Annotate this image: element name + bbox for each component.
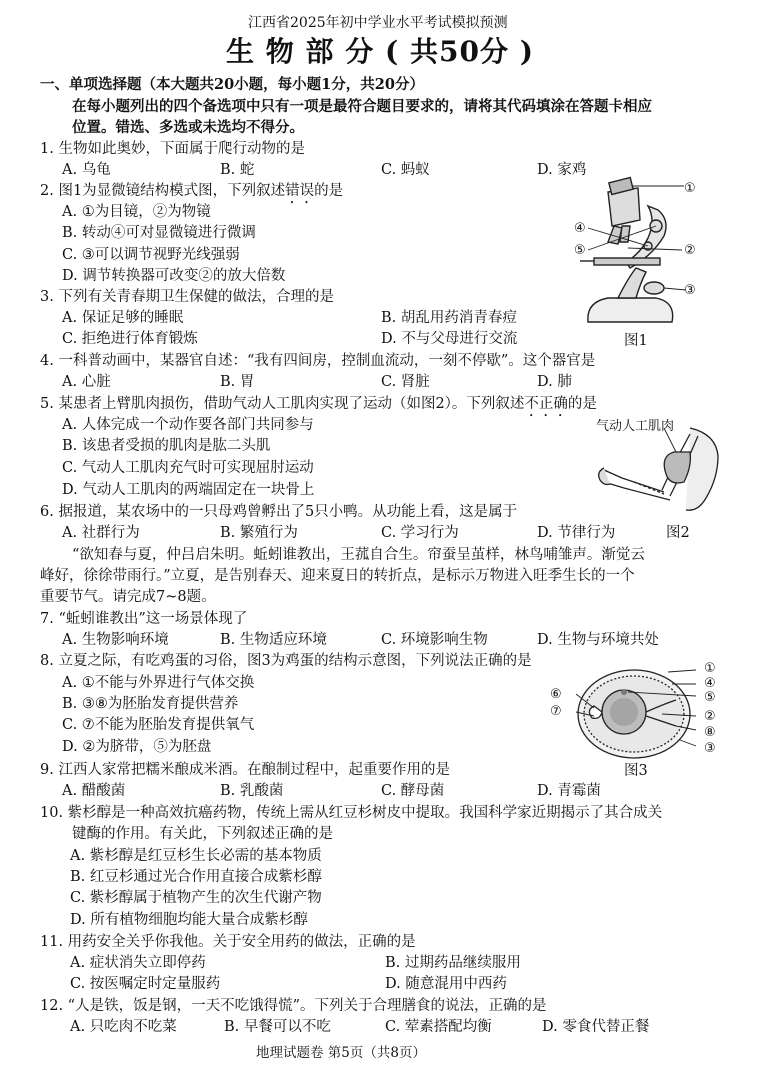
q10-option-d: D. 所有植物细胞均能大量合成紫杉醇 bbox=[70, 912, 308, 928]
q1-option-c: C. 蚂蚁 bbox=[381, 162, 430, 178]
fig1-label-1: ① bbox=[684, 181, 696, 196]
instruction-line-2: 位置。错选、多选或未选均不得分。 bbox=[72, 119, 304, 136]
q7-option-c: C. 环境影响生物 bbox=[381, 632, 488, 648]
q1-option-b: B. 蛇 bbox=[220, 162, 255, 178]
q3-stem: 3. 下列有关青春期卫生保健的做法，合理的是 bbox=[40, 289, 334, 305]
q2-option-a: A. ①为目镜，②为物镜 bbox=[62, 204, 211, 220]
q9-stem: 9. 江西人家常把糯米酿成米酒。在酿制过程中，起重要作用的是 bbox=[40, 762, 450, 778]
q5-option-a: A. 人体完成一个动作要各部门共同参与 bbox=[62, 417, 314, 433]
q5-option-d: D. 气动人工肌肉的两端固定在一块骨上 bbox=[62, 482, 315, 498]
section-heading: 一、单项选择题（本大题共20小题，每小题1分，共20分） bbox=[40, 76, 424, 93]
q2-option-b: B. 转动④可对显微镜进行微调 bbox=[62, 225, 256, 241]
q5-stem-post: 的是 bbox=[567, 396, 597, 412]
q9-option-b: B. 乳酸菌 bbox=[220, 783, 284, 799]
q10-stem-line-2: 键酶的作用。有关此，下列叙述正确的是 bbox=[72, 826, 333, 842]
q12-option-b: B. 早餐可以不吃 bbox=[224, 1019, 331, 1035]
q11-option-a: A. 症状消失立即停药 bbox=[70, 955, 206, 971]
q7-option-a: A. 生物影响环境 bbox=[62, 632, 169, 648]
q2-stem-emphasis: 错误 bbox=[285, 183, 315, 199]
fig1-label-2: ② bbox=[684, 243, 696, 258]
egg-figure bbox=[572, 664, 706, 764]
q12-option-c: C. 荤素搭配均衡 bbox=[385, 1019, 492, 1035]
q9-option-d: D. 青霉菌 bbox=[537, 783, 601, 799]
q6-option-c: C. 学习行为 bbox=[381, 525, 459, 541]
q9-option-c: C. 酵母菌 bbox=[381, 783, 445, 799]
q8-option-b: B. ③⑧为胚胎发育提供营养 bbox=[62, 696, 239, 712]
fig3-label-3: ③ bbox=[704, 741, 716, 756]
q2-stem-post: 的是 bbox=[314, 183, 344, 199]
egg-drawing bbox=[572, 664, 706, 764]
q3-option-a: A. 保证足够的睡眠 bbox=[62, 310, 184, 326]
fig1-label-3: ③ bbox=[684, 283, 696, 298]
fig3-label-7: ⑦ bbox=[550, 704, 562, 719]
q3-option-c: C. 拒绝进行体育锻炼 bbox=[62, 331, 198, 347]
q4-option-d: D. 肺 bbox=[537, 374, 572, 390]
fig3-caption: 图3 bbox=[624, 763, 648, 779]
fig1-caption: 图1 bbox=[624, 333, 648, 349]
fig3-label-5: ⑤ bbox=[704, 690, 716, 705]
fig3-label-1: ① bbox=[704, 661, 716, 676]
instruction-line-1: 在每小题列出的四个备选项中只有一项是最符合题目要求的，请将其代码填涂在答题卡相应 bbox=[72, 98, 652, 115]
q12-stem: 12. “人是铁，饭是钢，一天不吃饿得慌”。下列关于合理膳食的说法，正确的是 bbox=[40, 998, 547, 1014]
q6-option-d: D. 节律行为 bbox=[537, 525, 616, 541]
q9-option-a: A. 醋酸菌 bbox=[62, 783, 126, 799]
fig3-label-4: ④ bbox=[704, 676, 716, 691]
q11-option-d: D. 随意混用中西药 bbox=[385, 976, 507, 992]
q11-stem: 11. 用药安全关乎你我他。关于安全用药的做法，正确的是 bbox=[40, 934, 416, 950]
q1-stem: 1. 生物如此奥妙，下面属于爬行动物的是 bbox=[40, 141, 305, 157]
q4-option-a: A. 心脏 bbox=[62, 374, 111, 390]
q6-option-a: A. 社群行为 bbox=[62, 525, 140, 541]
q10-option-c: C. 紫杉醇属于植物产生的次生代谢产物 bbox=[70, 890, 322, 906]
q10-option-a: A. 紫杉醇是红豆杉生长必需的基本物质 bbox=[70, 848, 322, 864]
passage-line-2: 峰好，徐徐带雨行。”立夏，是告别春天、迎来夏日的转折点，是标示万物进入旺季生长的一个 bbox=[40, 568, 635, 584]
q3-option-d: D. 不与父母进行交流 bbox=[381, 331, 518, 347]
q12-option-a: A. 只吃肉不吃菜 bbox=[70, 1019, 177, 1035]
q11-option-c: C. 按医嘱定时定量服药 bbox=[70, 976, 221, 992]
microscope-drawing bbox=[560, 176, 710, 348]
exam-title: 江西省2025年初中学业水平考试模拟预测 bbox=[248, 15, 508, 31]
q10-option-b: B. 红豆杉通过光合作用直接合成紫杉醇 bbox=[70, 869, 322, 885]
fig3-label-2: ② bbox=[704, 709, 716, 724]
fig1-label-4: ④ bbox=[574, 221, 586, 236]
q8-option-a: A. ①不能与外界进行气体交换 bbox=[62, 675, 255, 691]
q5-stem-emphasis: 不正确 bbox=[524, 396, 568, 412]
q6-stem: 6. 据报道，某农场中的一只母鸡曾孵出了5只小鸭。从功能上看，这是属于 bbox=[40, 504, 518, 520]
passage-line-3: 重要节气。请完成7~8题。 bbox=[40, 589, 216, 605]
q2-option-d: D. 调节转换器可改变②的放大倍数 bbox=[62, 268, 286, 284]
q5-option-c: C. 气动人工肌肉充气时可实现屈肘运动 bbox=[62, 460, 314, 476]
q4-option-b: B. 胃 bbox=[220, 374, 255, 390]
q1-option-a: A. 乌龟 bbox=[62, 162, 111, 178]
q5-option-b: B. 该患者受损的肌肉是肱二头肌 bbox=[62, 438, 271, 454]
fig2-caption: 图2 bbox=[666, 525, 690, 541]
passage-line-1: “欲知春与夏，仲吕启朱明。蚯蚓谁教出，王菰自合生。帘蚕呈茧样，林鸟哺雏声。渐觉云 bbox=[72, 547, 645, 563]
q6-option-b: B. 繁殖行为 bbox=[220, 525, 298, 541]
subject-title: 生 物 部 分 ( 共50分 ) bbox=[226, 35, 534, 68]
fig3-label-8: ⑧ bbox=[704, 725, 716, 740]
q5-stem-pre: 5. 某患者上臂肌肉损伤，借助气动人工肌肉实现了运动（如图2）。下列叙述 bbox=[40, 396, 525, 412]
q8-stem: 8. 立夏之际，有吃鸡蛋的习俗，图3为鸡蛋的结构示意图，下列说法正确的是 bbox=[40, 653, 532, 669]
q7-stem: 7. “蚯蚓谁教出”这一场景体现了 bbox=[40, 611, 248, 627]
fig3-label-6: ⑥ bbox=[550, 687, 562, 702]
q12-option-d: D. 零食代替正餐 bbox=[542, 1019, 650, 1035]
q3-option-b: B. 胡乱用药消青春痘 bbox=[381, 310, 517, 326]
q2-stem-pre: 2. 图1为显微镜结构模式图，下列叙述 bbox=[40, 183, 286, 199]
q8-option-d: D. ②为脐带，⑤为胚盘 bbox=[62, 739, 212, 755]
q10-stem-line-1: 10. 紫杉醇是一种高效抗癌药物，传统上需从红豆杉树皮中提取。我国科学家近期揭示了其合成关 bbox=[40, 805, 663, 821]
page-footer: 地理试题卷 第5页（共8页） bbox=[256, 1045, 426, 1061]
q1-option-d: D. 家鸡 bbox=[537, 162, 587, 178]
fig1-label-5: ⑤ bbox=[574, 243, 586, 258]
q4-stem: 4. 一科普动画中，某器官自述：“我有四间房，控制血流动，一刻不停歇”。这个器官是 bbox=[40, 353, 596, 369]
microscope-figure bbox=[560, 176, 710, 348]
q7-option-d: D. 生物与环境共处 bbox=[537, 632, 659, 648]
q2-option-c: C. ③可以调节视野光线强弱 bbox=[62, 247, 240, 263]
q4-option-c: C. 肾脏 bbox=[381, 374, 430, 390]
fig2-muscle-label: 气动人工肌肉 bbox=[596, 419, 675, 434]
q7-option-b: B. 生物适应环境 bbox=[220, 632, 327, 648]
q8-option-c: C. ⑦不能为胚胎发育提供氧气 bbox=[62, 717, 255, 733]
q11-option-b: B. 过期药品继续服用 bbox=[385, 955, 521, 971]
